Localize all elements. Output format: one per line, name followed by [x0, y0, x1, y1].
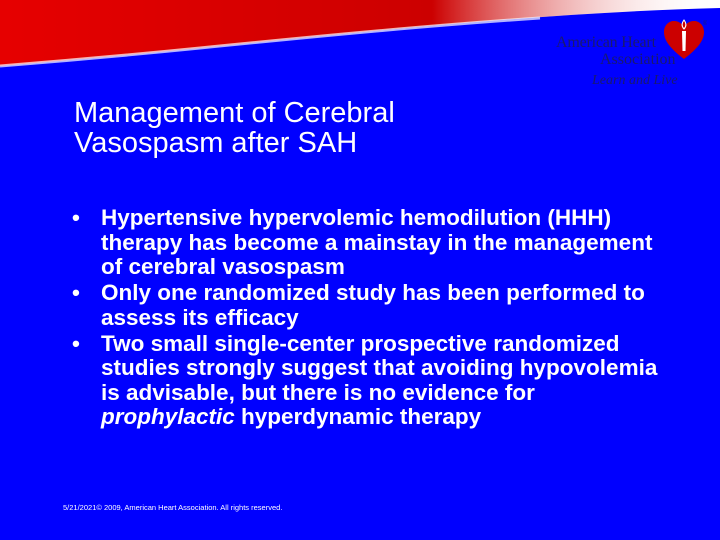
bullet-item	[72, 332, 672, 430]
bullet-text: hyperdynamic therapy	[234, 404, 482, 429]
logo-text-line2: Association	[600, 51, 676, 68]
bullet-list	[72, 206, 672, 431]
logo-tagline: Learn and Live	[592, 73, 678, 88]
bullet-marker: •	[72, 205, 80, 230]
bullet-text: Hypertensive hypervolemic hemodilution (HHH) therapy has become a mainstay in the management of cerebral vasospasm	[101, 205, 653, 279]
bullet-marker: •	[72, 280, 80, 305]
bullet-marker: •	[72, 330, 80, 356]
bullet-item	[72, 206, 672, 280]
bullet-text: Two small single-center prospective randomized studies strongly suggest that avoiding hypovolemia is advisable, but there is no evidence for	[101, 330, 658, 405]
title-line-2: Vasospasm after SAH	[74, 127, 358, 159]
slide-title	[74, 98, 554, 158]
bullet-text: Only one randomized study has been performed to assess its efficacy	[101, 280, 645, 330]
heart-torch-logo-icon	[661, 17, 707, 63]
svg-text:®: ®	[703, 21, 707, 27]
copyright-footer: 5/21/2021© 2009, American Heart Association. All rights reserved.	[63, 503, 283, 512]
logo-text-line1: American Heart	[556, 34, 656, 51]
bullet-item	[72, 281, 672, 330]
title-line-1: Management of Cerebral	[74, 97, 395, 129]
bullet-emphasis: prophylactic	[101, 404, 235, 429]
